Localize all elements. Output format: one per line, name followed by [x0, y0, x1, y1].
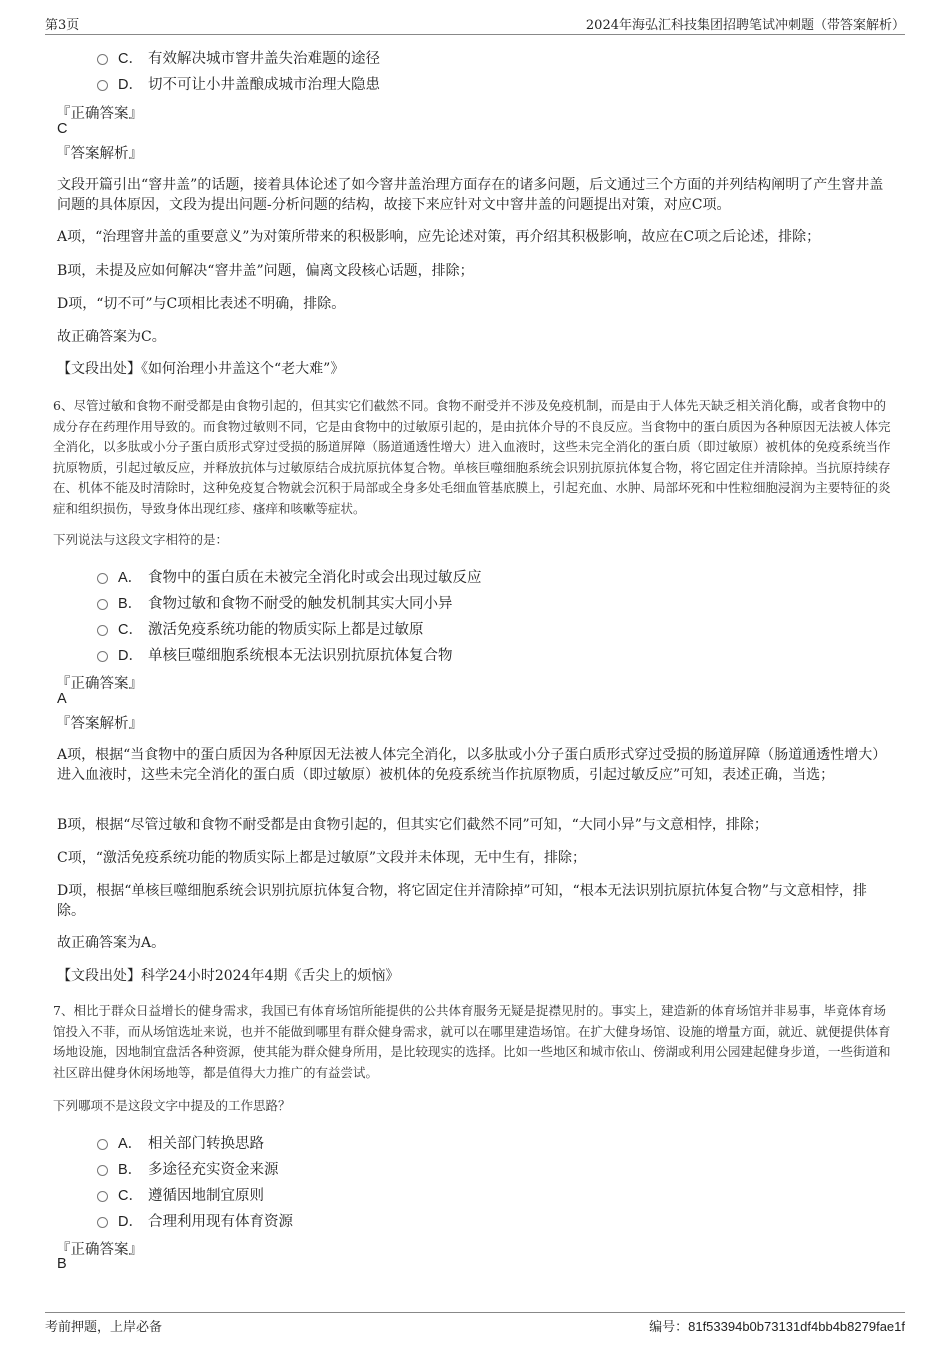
- q7-answer: B: [57, 1256, 67, 1272]
- q5-analysis-label: 『答案解析』: [56, 146, 143, 162]
- q5-analysis-paragraph: B项，未提及应如何解决“窨井盖”问题，偏离文段核心话题，排除；: [57, 263, 474, 279]
- radio-icon[interactable]: [97, 1165, 108, 1176]
- q7-option-a[interactable]: A． 相关部门转换思路: [97, 1132, 264, 1153]
- q7-prompt: 下列哪项不是这段文字中提及的工作思路？: [53, 1098, 291, 1113]
- page-header: [45, 14, 905, 35]
- q5-option-c[interactable]: C． 有效解决城市窨井盖失治难题的途径: [97, 47, 380, 68]
- radio-icon[interactable]: [97, 573, 108, 584]
- q6-conclusion: 故正确答案为A。: [57, 935, 166, 951]
- q6-answer-label: 『正确答案』: [56, 676, 143, 692]
- q5-analysis-paragraph: D项，“切不可”与C项相比表述不明确，排除。: [57, 296, 346, 312]
- q5-conclusion: 故正确答案为C。: [57, 329, 166, 345]
- radio-icon[interactable]: [97, 1139, 108, 1150]
- radio-icon[interactable]: [97, 80, 108, 91]
- q6-option-a[interactable]: A． 食物中的蛋白质在未被完全消化时或会出现过敏反应: [97, 566, 482, 587]
- footer-slogan: 考前押题，上岸必备: [45, 1320, 163, 1335]
- page-number: 第3页: [45, 18, 80, 33]
- q5-answer-label: 『正确答案』: [56, 106, 143, 122]
- q6-analysis-label: 『答案解析』: [56, 716, 143, 732]
- radio-icon[interactable]: [97, 625, 108, 636]
- q6-question-text: 6、尽管过敏和食物不耐受都是由食物引起的，但其实它们截然不同。食物不耐受并不涉及免疫机制，而是由于人体先天缺乏相关消化酶，或者食物中的成分存在药理作用导致的。而食物过敏则不同，它是由食物中的过敏原引起的，是由抗体介导的不良反应。当食物中的蛋白质因为各种原因无法被人体完全消化，以多肽或小分子蛋白质形式穿过受损的肠道屏障（肠道通透性增大）进入血液时，这些未完全消化的蛋白质（即过敏原）被机体的免疫系统当作抗原物质，引起过敏反应，并释放抗体与过敏原结合成抗原抗体复合物。单核巨噬细胞系统会识别抗原抗体复合物，将它固定住并清除掉。当抗原持续存在、机体不能及时清除时，这种免疫复合物就会沉积于局部或全身多处毛细血管基底膜上，引起充血、水肿、局部坏死和中性粒细胞浸润为主要特征的炎症和组织损伤，导致身体出现红疹、瘙痒和咳嗽等症状。: [53, 398, 891, 516]
- q5-analysis-paragraph: A项，“治理窨井盖的重要意义”为对策所带来的积极影响，应先论述对策，再介绍其积极影响，故应在C项之后论述，排除；: [57, 229, 821, 245]
- document-title: 2024年海弘汇科技集团招聘笔试冲刺题（带答案解析）: [585, 18, 905, 33]
- radio-icon[interactable]: [97, 1217, 108, 1228]
- q5-analysis-paragraph: 文段开篇引出“窨井盖”的话题，接着具体论述了如今窨井盖治理方面存在的诸多问题，后文通过三个方面的并列结构阐明了产生窨井盖问题的具体原因，文段为提出问题-分析问题的结构，故接下来应针对文中窨井盖的问题提出对策，对应C项。: [57, 177, 884, 213]
- q7-question-text: 7、相比于群众日益增长的健身需求，我国已有体育场馆所能提供的公共体育服务无疑是捉襟见肘的。事实上，建造新的体育场馆并非易事，毕竟体育场馆投入不菲，而从场馆选址来说，也并不能做到哪里有群众健身需求，就可以在哪里建造场馆。在扩大健身场馆、设施的增量方面，就近、就便提供体育场地设施，因地制宜盘活各种资源，使其能为群众健身所用，是比较现实的选择。比如一些地区和城市依山、傍湖或利用公园建起健身步道，一些街道和社区辟出健身休闲场地等，都是值得大力推广的有益尝试。: [53, 1003, 891, 1080]
- radio-icon[interactable]: [97, 1191, 108, 1202]
- q6-analysis-paragraph: D项，根据“单核巨噬细胞系统会识别抗原抗体复合物，将它固定住并清除掉”可知，“根本无法识别抗原抗体复合物”与文意相悖，排除。: [57, 883, 867, 919]
- q7-option-d[interactable]: D． 合理利用现有体育资源: [97, 1210, 293, 1231]
- q7-option-c[interactable]: C． 遵循因地制宜原则: [97, 1184, 264, 1205]
- q6-option-b[interactable]: B． 食物过敏和食物不耐受的触发机制其实大同小异: [97, 592, 453, 613]
- q6-prompt: 下列说法与这段文字相符的是：: [53, 532, 229, 547]
- q7-answer-label: 『正确答案』: [56, 1242, 143, 1258]
- page-footer: [45, 1312, 905, 1337]
- q6-answer: A: [57, 691, 67, 707]
- q5-option-d[interactable]: D． 切不可让小井盖酿成城市治理大隐患: [97, 73, 380, 94]
- q6-source: 【文段出处】科学24小时2024年4期《舌尖上的烦恼》: [57, 968, 400, 984]
- q7-option-b[interactable]: B． 多途径充实资金来源: [97, 1158, 279, 1179]
- q6-analysis-paragraph: B项，根据“尽管过敏和食物不耐受都是由食物引起的，但其实它们截然不同”可知，“大同小异”与文意相悖，排除；: [57, 817, 768, 833]
- q6-option-d[interactable]: D． 单核巨噬细胞系统根本无法识别抗原抗体复合物: [97, 644, 453, 665]
- q6-analysis-paragraph: C项，“激活免疫系统功能的物质实际上都是过敏原”文段并未体现，无中生有，排除；: [57, 850, 587, 866]
- q5-source: 【文段出处】《如何治理小井盖这个“老大难”》: [57, 361, 345, 377]
- document-id: 编号：81f53394b0b73131df4bb4b8279fae1f: [649, 1319, 905, 1334]
- q6-analysis-paragraph: A项，根据“当食物中的蛋白质因为各种原因无法被人体完全消化，以多肽或小分子蛋白质形式穿过受损的肠道屏障（肠道通透性增大）进入血液时，这些未完全消化的蛋白质（即过敏原）被机体的免疫系统当作抗原物质，引起过敏反应”可知，表述正确，当选；: [57, 747, 887, 783]
- q5-answer: C: [57, 121, 68, 137]
- radio-icon[interactable]: [97, 651, 108, 662]
- radio-icon[interactable]: [97, 54, 108, 65]
- radio-icon[interactable]: [97, 599, 108, 610]
- q6-option-c[interactable]: C． 激活免疫系统功能的物质实际上都是过敏原: [97, 618, 424, 639]
